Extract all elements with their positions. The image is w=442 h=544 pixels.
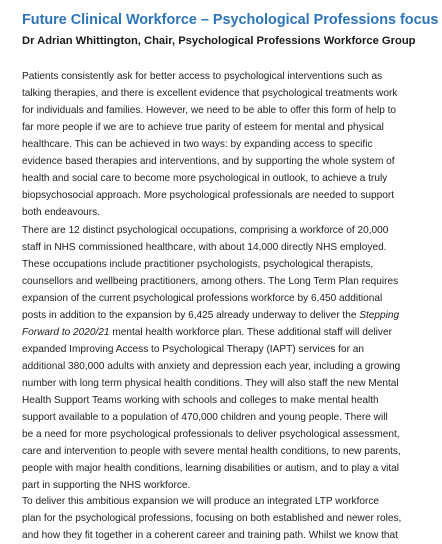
text-line: number with long term physical health conditions. They will also staff the new Mental [22, 378, 399, 389]
italic-title: Stepping [359, 310, 400, 321]
text-line: biopsychosocial approach. More psychological professionals are needed to support [22, 190, 395, 201]
author-role: , Chair, Psychological Professions Workforce Group [137, 35, 416, 47]
paragraph-3 [22, 493, 442, 544]
text-line: health and social care to become more psychological in outlook, to achieve a truly [22, 173, 388, 184]
text-line: expanded Improving Access to Psychological Therapy (IAPT) services for an [22, 344, 365, 355]
text-line: Health Support Teams working with schools and colleges to make mental health [22, 395, 379, 406]
paragraph-1 [22, 68, 442, 221]
text-line: and how they fit together in a coherent career and training path. Whilst we know that [22, 530, 398, 541]
text-line: counsellors and wellbeing practitioners, among others. The Long Term Plan requires [22, 276, 399, 287]
text-line: Patients consistently ask for better access to psychological interventions such as [22, 71, 383, 82]
text-segment: mental health workforce plan. These additional staff will deliver [109, 327, 392, 338]
text-line: expansion of the current psychological professions workforce by 6,450 additional [22, 293, 383, 304]
text-line: healthcare. This can be achieved in two ways: by expanding access to specific [22, 139, 373, 150]
text-line [22, 324, 442, 341]
text-line: people with major health conditions, learning disabilities or autism, and to play a vital [22, 463, 400, 474]
text-line [22, 307, 442, 324]
text-segment: posts in addition to the expansion by 6,425 already underway to deliver the [22, 310, 360, 321]
text-line: both endeavours. [22, 207, 101, 218]
text-line: for individuals and families. However, we need to be able to offer this form of help to [22, 105, 397, 116]
text-line: be a need for more psychological professionals to deliver psychological assessment, [22, 429, 400, 440]
text-line: plan for the psychological professions, focusing on both established and newer roles, [22, 513, 402, 524]
document-title: Future Clinical Workforce – Psychological Professions focus [22, 12, 439, 28]
text-line: far more people if we are to achieve true parity of esteem for mental and physical [22, 122, 384, 133]
text-line: additional 380,000 adults with anxiety and depression each year, including a growing [22, 361, 401, 372]
text-line: staff in NHS commissioned healthcare, with about 14,000 directly NHS employed. [22, 242, 387, 253]
document-subtitle [22, 34, 434, 48]
text-line: talking therapies, and there is excellent evidence that psychological treatments work [22, 88, 398, 99]
text-line: evidence based therapies and interventions, and by supporting the whole system of [22, 156, 395, 167]
text-line: These occupations include practitioner psychologists, psychological therapists, [22, 259, 374, 270]
text-line: part in supporting the NHS workforce. [22, 480, 191, 491]
text-line: There are 12 distinct psychological occupations, comprising a workforce of 20,000 [22, 225, 389, 236]
author-name: Dr Adrian Whittington [22, 35, 138, 47]
text-line: care and intervention to people with severe mental health conditions, to new parents, [22, 446, 401, 457]
text-line: support available to a population of 470,000 children and young people. There will [22, 412, 388, 423]
paragraph-2 [22, 222, 442, 494]
italic-title: Forward to 2020/21 [22, 327, 110, 338]
text-line: To deliver this ambitious expansion we will produce an integrated LTP workforce [22, 496, 380, 507]
